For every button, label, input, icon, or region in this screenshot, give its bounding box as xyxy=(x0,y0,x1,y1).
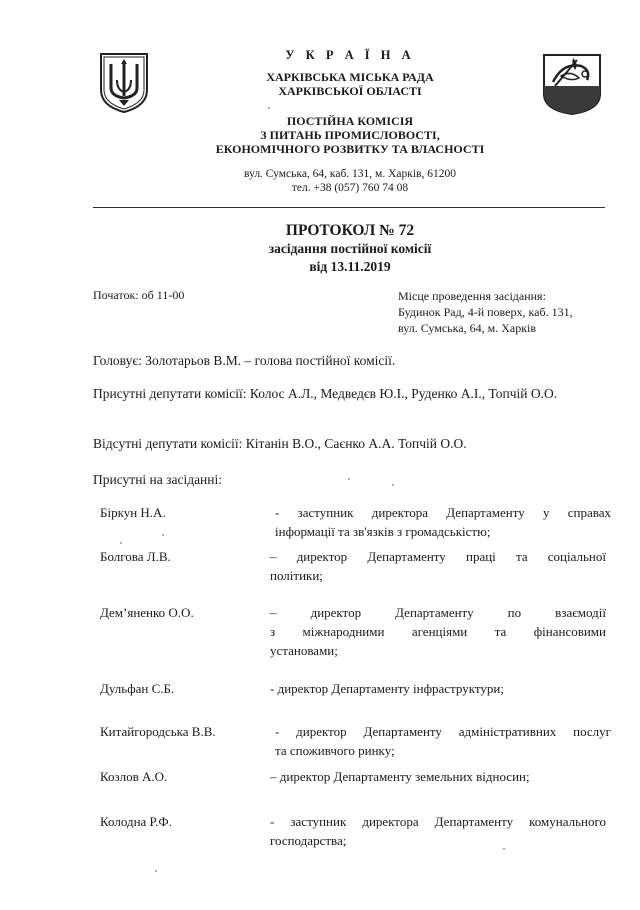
attendee-name: Дульфан С.Б. xyxy=(100,681,175,696)
scan-speck xyxy=(503,848,505,850)
scan-speck xyxy=(120,542,122,544)
meeting-venue: Місце проведення засідання: Будинок Рад, 4-й поверх, каб. 131, вул. Сумська, 64, м. Харків xyxy=(398,289,573,335)
attendee-role: - заступник директора Департаменту комунального господарства; xyxy=(270,814,606,848)
protocol-date: від 13.11.2019 xyxy=(309,259,391,274)
trident-coat-of-arms-icon xyxy=(97,50,151,114)
chairperson-line: Головує: Золотарьов В.М. – голова постійної комісії. xyxy=(93,353,396,368)
protocol-subtitle: засідання постійної комісії xyxy=(268,241,432,256)
scan-speck xyxy=(268,107,270,109)
attendee-role: - заступник директора Департаменту у справах інформації та зв'язків з громадськістю; xyxy=(275,505,611,539)
attendee-name: Китайгородська В.В. xyxy=(100,724,216,739)
phone-line: тел. +38 (057) 760 74 08 xyxy=(291,182,409,194)
attendee-role: - директор Департаменту адміністративних послуг та споживчого ринку; xyxy=(275,724,611,758)
committee-title: ПОСТІЙНА КОМІСІЯ З ПИТАНЬ ПРОМИСЛОВОСТІ, ЕКОНОМІЧНОГО РОЗВИТКУ ТА ВЛАСНОСТІ xyxy=(215,114,485,156)
attendee-name: Дем’яненко О.О. xyxy=(100,605,194,620)
absent-members-line: Відсутні депутати комісії: Кітанін В.О., Саєнко А.А. Топчій О.О. xyxy=(93,436,467,451)
kharkiv-city-arms-icon xyxy=(541,52,603,116)
scan-speck xyxy=(162,534,164,536)
attendee-name: Біркун Н.А. xyxy=(100,505,166,520)
protocol-title: ПРОТОКОЛ № 72 xyxy=(285,222,415,239)
attendee-role: – директор Департаменту земельних відносин; xyxy=(270,769,530,784)
scan-speck xyxy=(155,870,157,872)
attendee-name: Колодна Р.Ф. xyxy=(100,814,172,829)
scan-speck xyxy=(348,478,350,480)
attendee-role: - директор Департаменту інфраструктури; xyxy=(270,681,504,696)
committee-address xyxy=(150,167,550,195)
header-divider xyxy=(93,207,605,208)
meeting-start-time: Початок: об 11-00 xyxy=(93,288,185,302)
attendee-role: – директор Департаменту по взаємодії з міжнародними агенціями та фінансовими установами; xyxy=(270,605,606,658)
country-title: У К Р А Ї Н А xyxy=(285,48,415,62)
city-council-title: ХАРКІВСЬКА МІСЬКА РАДА ХАРКІВСЬКОЇ ОБЛАСТІ xyxy=(266,70,434,98)
scan-speck xyxy=(392,484,394,486)
attendees-heading: Присутні на засіданні: xyxy=(93,472,223,487)
attendee-name: Болгова Л.В. xyxy=(100,549,171,564)
present-members-line: Присутні депутати комісії: Колос А.Л., Медведєв Ю.І., Руденко А.І., Топчій О.О. xyxy=(93,386,558,401)
attendee-name: Козлов А.О. xyxy=(100,769,168,784)
address-line: вул. Сумська, 64, каб. 131, м. Харків, 61200 xyxy=(244,168,456,180)
attendee-role: – директор Департаменту праці та соціальної політики; xyxy=(270,549,606,583)
